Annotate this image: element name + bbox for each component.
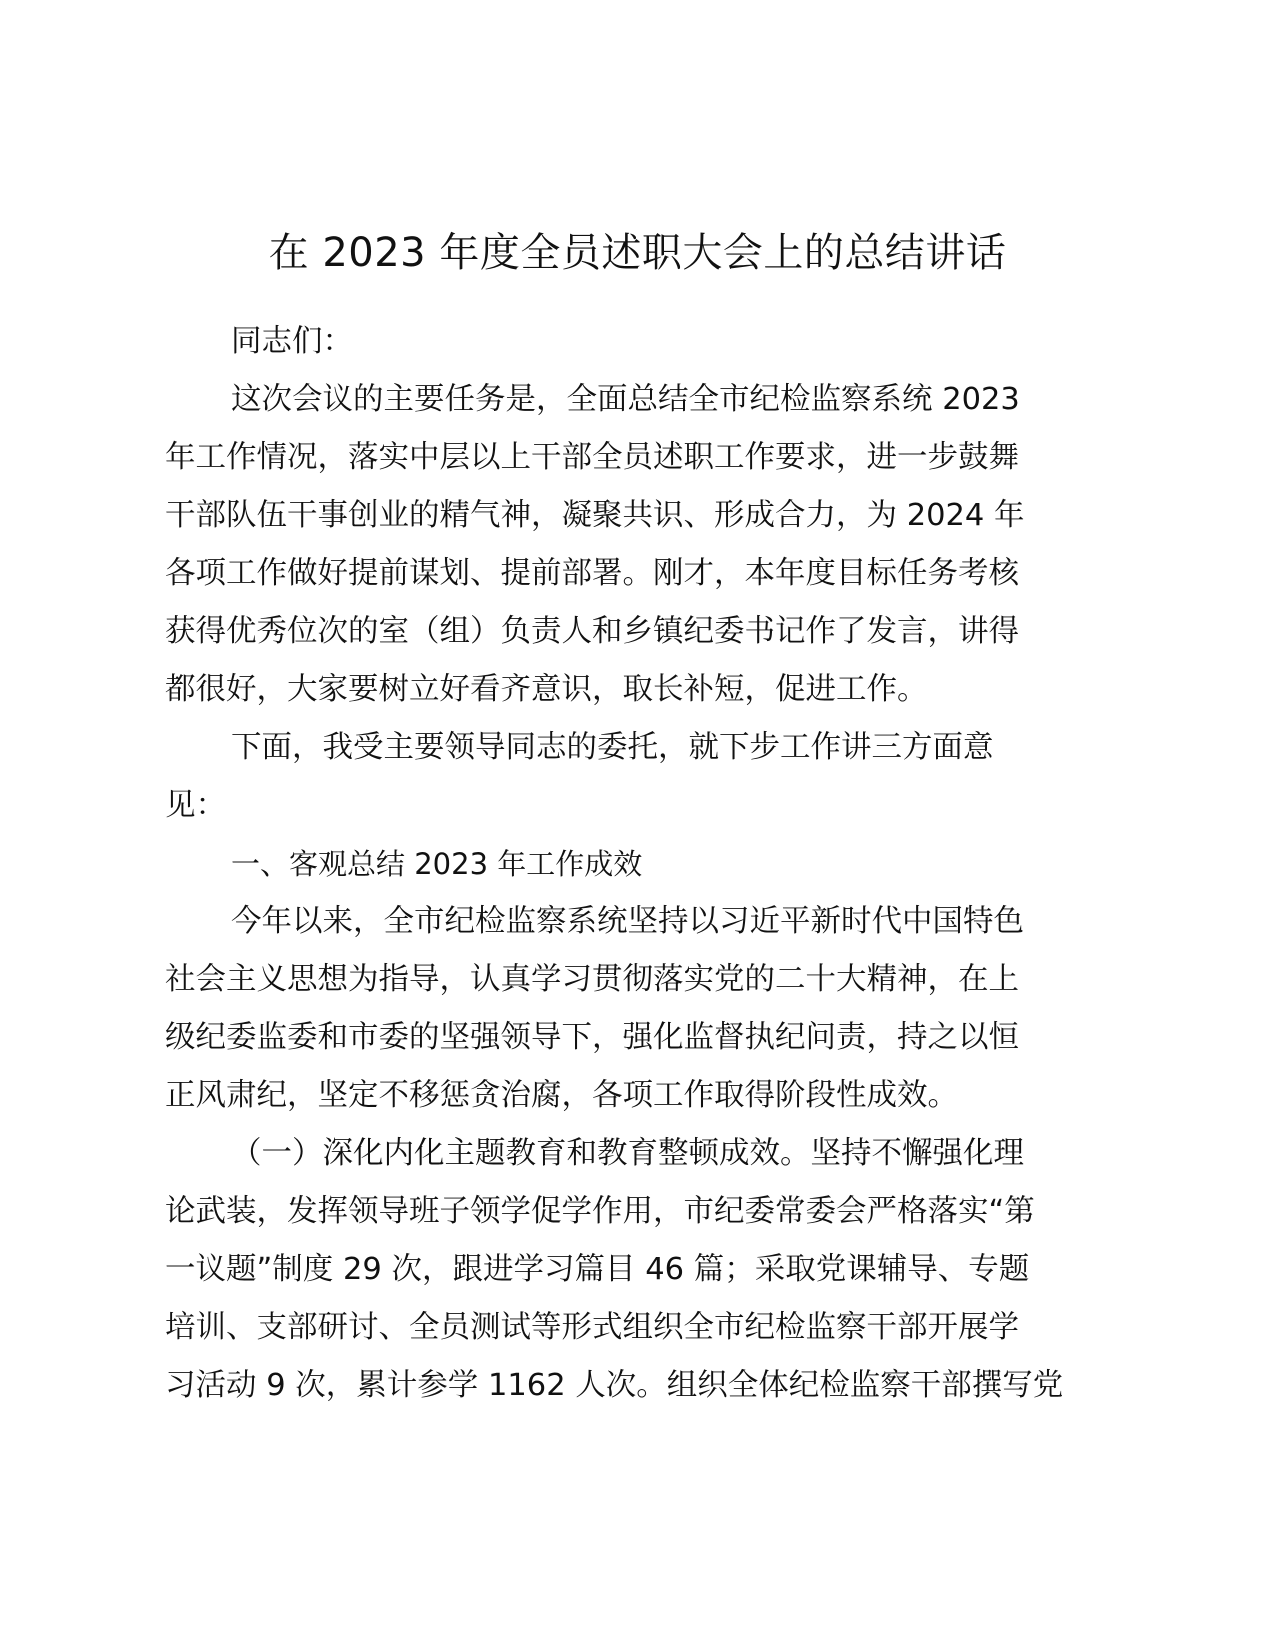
paragraph-line: 干部队伍干事创业的精气神，凝聚共识、形成合力，为 2024 年 [165,498,1025,533]
paragraph-line: 正风肃纪，坚定不移惩贪治腐，各项工作取得阶段性成效。 [165,1078,958,1113]
paragraph-line: 都很好，大家要树立好看齐意识，取长补短，促进工作。 [165,672,928,707]
paragraph-line: 级纪委监委和市委的坚强领导下，强化监督执纪问责，持之以恒 [165,1020,1019,1055]
paragraph-line: 获得优秀位次的室（组）负责人和乡镇纪委书记作了发言，讲得 [165,614,1019,649]
paragraph-line: 社会主义思想为指导，认真学习贯彻落实党的二十大精神，在上 [165,962,1019,997]
paragraph-line: 下面，我受主要领导同志的委托，就下步工作讲三方面意 [231,730,994,765]
document-body [165,313,1125,1415]
paragraph-line: 培训、支部研讨、全员测试等形式组织全市纪检监察干部开展学 [165,1310,1019,1345]
paragraph-line: 今年以来，全市纪检监察系统坚持以习近平新时代中国特色 [231,904,1024,939]
paragraph-line: 论武装，发挥领导班子领学促学作用，市纪委常委会严格落实“第 [165,1194,1035,1229]
section-heading: 一、客观总结 2023 年工作成效 [231,847,643,881]
paragraph-line: 一议题”制度 29 次，跟进学习篇目 46 篇；采取党课辅导、专题 [165,1252,1030,1287]
paragraph-line: 习活动 9 次，累计参学 1162 人次。组织全体纪检监察干部撰写党 [165,1368,1064,1403]
document-title: 在 2023 年度全员述职大会上的总结讲话 [268,230,1007,276]
paragraph-line: 见： [165,788,226,823]
paragraph-line: 年工作情况，落实中层以上干部全员述职工作要求，进一步鼓舞 [165,440,1019,475]
paragraph-line: 这次会议的主要任务是，全面总结全市纪检监察系统 2023 [231,382,1020,417]
paragraph-line: 各项工作做好提前谋划、提前部署。刚才，本年度目标任务考核 [165,556,1019,591]
paragraph-line: （一）深化内化主题教育和教育整顿成效。坚持不懈强化理 [231,1136,1024,1171]
salutation: 同志们： [231,324,353,359]
